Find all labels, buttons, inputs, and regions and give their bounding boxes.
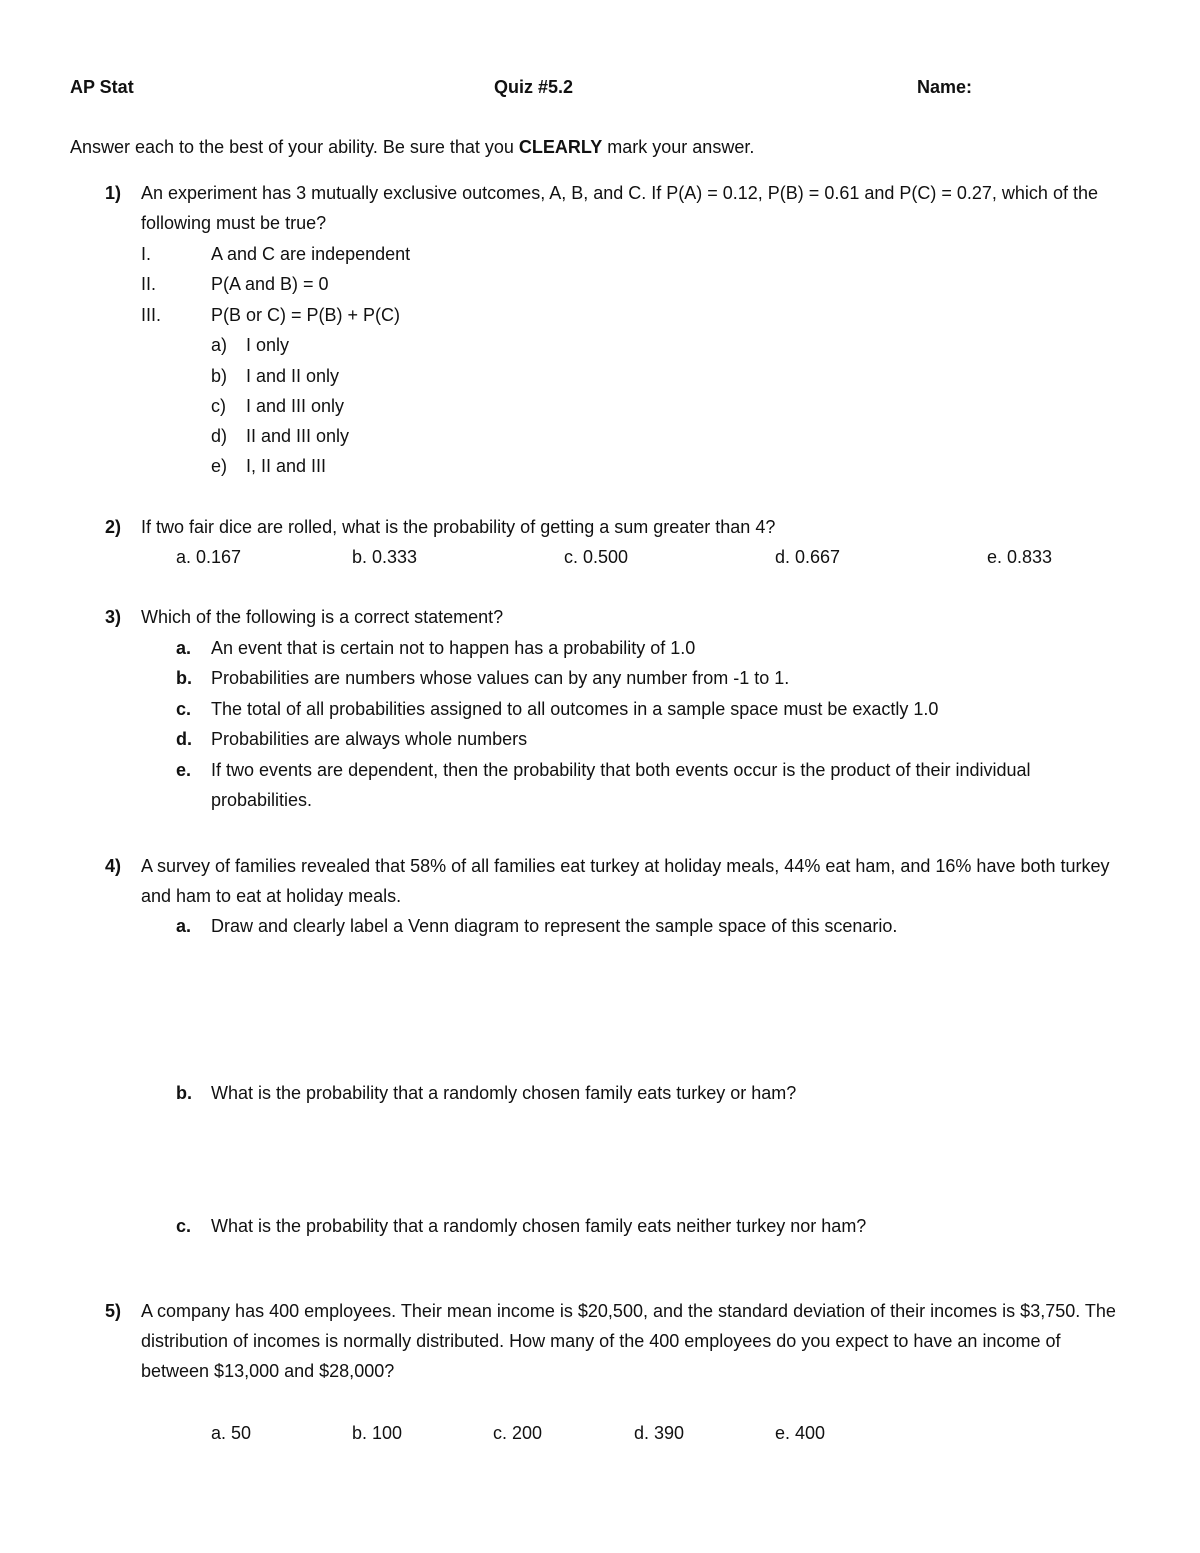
q4-text: A survey of families revealed that 58% of all families eat turkey at holiday meals, 44% eat ham, and 16% have both turkey and ham to eat at holiday meals.	[141, 856, 1110, 906]
q1-statement-num: II.	[141, 274, 157, 294]
q3-option-letter: d.	[176, 729, 192, 749]
q2-option: b. 0.333	[352, 547, 418, 567]
q1-option-letter: d)	[211, 426, 228, 446]
q1-option-letter: b)	[211, 366, 228, 386]
course-title: AP Stat	[70, 77, 134, 97]
q1-statement-num: III.	[141, 305, 162, 325]
q1-text: An experiment has 3 mutually exclusive outcomes, A, B, and C. If P(A) = 0.12, P(B) = 0.61 and P(C) = 0.27, which of the following must be true?	[141, 183, 1098, 233]
quiz-title: Quiz #5.2	[494, 77, 574, 97]
q5-option: b. 100	[352, 1423, 403, 1443]
q3-option-text: If two events are dependent, then the probability that both events occur is the product of their individual probabilities.	[211, 760, 1031, 810]
q1-statement-text: P(B or C) = P(B) + P(C)	[211, 305, 401, 325]
q5-option: d. 390	[634, 1423, 685, 1443]
q5-number: 5)	[105, 1301, 122, 1321]
q1-statement-text: P(A and B) = 0	[211, 274, 329, 294]
q4-part-letter: a.	[176, 916, 192, 936]
q3-option-text: An event that is certain not to happen has a probability of 1.0	[211, 638, 696, 658]
q1-number: 1)	[105, 183, 122, 203]
q3-option-letter: a.	[176, 638, 192, 658]
q5-option: c. 200	[493, 1423, 543, 1443]
q1-option-letter: e)	[211, 456, 228, 476]
q4-part-letter: b.	[176, 1083, 192, 1103]
q4-part-text: What is the probability that a randomly chosen family eats neither turkey nor ham?	[211, 1216, 867, 1236]
q1-option-text: II and III only	[246, 426, 350, 446]
q1-option-text: I and II only	[246, 366, 340, 386]
q1-option-text: I and III only	[246, 396, 345, 416]
q2-number: 2)	[105, 517, 122, 537]
q3-number: 3)	[105, 607, 122, 627]
q3-option-text: Probabilities are numbers whose values can by any number from -1 to 1.	[211, 668, 790, 688]
q2-option: a. 0.167	[176, 547, 242, 567]
name-label: Name:	[917, 77, 973, 97]
q5-option: e. 400	[775, 1423, 826, 1443]
q3-option-letter: e.	[176, 760, 192, 780]
q5-option: a. 50	[211, 1423, 252, 1443]
q3-option-letter: c.	[176, 699, 192, 719]
q1-option-text: I, II and III	[246, 456, 327, 476]
q3-option-text: Probabilities are always whole numbers	[211, 729, 528, 749]
q4-part-text: What is the probability that a randomly chosen family eats turkey or ham?	[211, 1083, 797, 1103]
q5-text: A company has 400 employees. Their mean income is $20,500, and the standard deviation of their incomes is $3,750. The distribution of incomes is normally distributed. How many of the 400 employees do you expect to have an income of between $13,000 and $28,000?	[141, 1301, 1116, 1381]
q4-number: 4)	[105, 856, 122, 876]
q1-option-text: I only	[246, 335, 290, 355]
q2-option: d. 0.667	[775, 547, 841, 567]
q3-option-text: The total of all probabilities assigned to all outcomes in a sample space must be exactly 1.0	[211, 699, 939, 719]
q2-option: e. 0.833	[987, 547, 1053, 567]
q4-part-letter: c.	[176, 1216, 192, 1236]
q1-option-letter: c)	[211, 396, 226, 416]
q3-option-letter: b.	[176, 668, 192, 688]
q4-part-text: Draw and clearly label a Venn diagram to represent the sample space of this scenario.	[211, 916, 898, 936]
q1-option-letter: a)	[211, 335, 228, 355]
q1-statement-num: I.	[141, 244, 152, 264]
q2-text: If two fair dice are rolled, what is the probability of getting a sum greater than 4?	[141, 517, 776, 537]
q3-text: Which of the following is a correct statement?	[141, 607, 504, 627]
q1-statement-text: A and C are independent	[211, 244, 411, 264]
instructions: Answer each to the best of your ability. Be sure that you CLEARLY mark your answer.	[70, 137, 755, 157]
q2-option: c. 0.500	[564, 547, 629, 567]
